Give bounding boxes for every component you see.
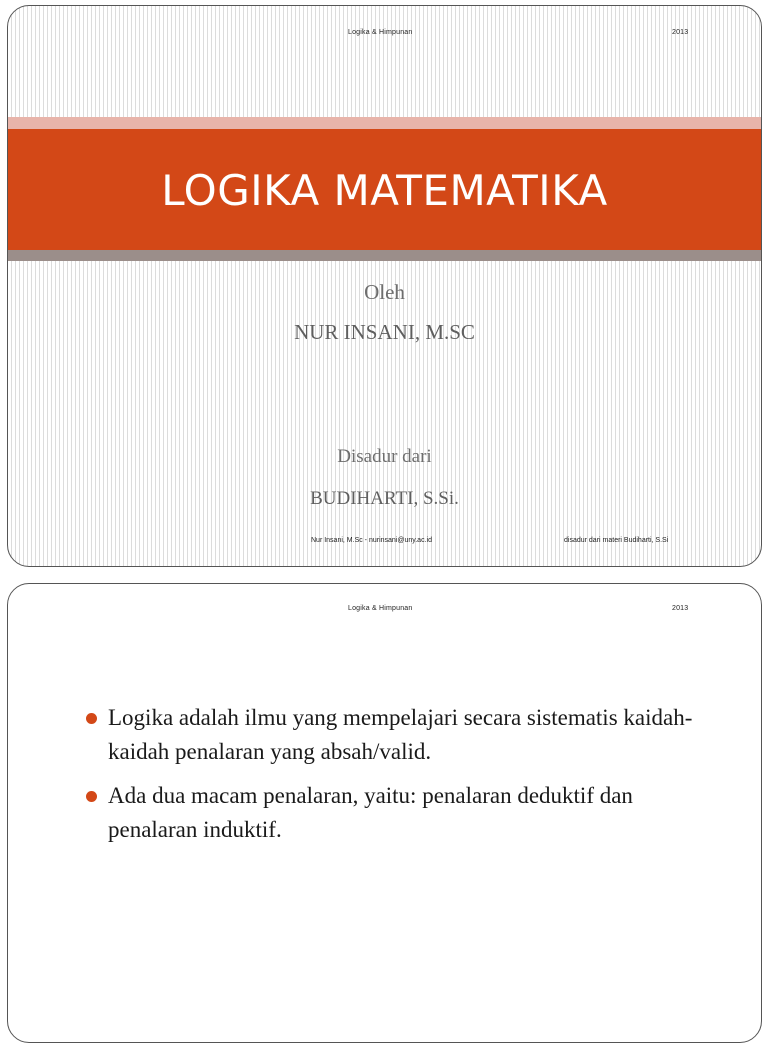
slide-header-year: 2013: [672, 29, 689, 36]
slide-title: LOGIKA MATEMATIKA: [161, 166, 608, 215]
bullet-text: Logika adalah ilmu yang mempelajari secara sistematis kaidah-kaidah penalaran yang absah/valid.: [108, 705, 693, 764]
bullet-list: [80, 701, 720, 857]
slide-1: [7, 5, 762, 567]
title-band-bottom-stripe: [8, 250, 761, 261]
adapted-from-label: Disadur dari: [337, 446, 432, 467]
slide-header-year: 2013: [672, 605, 689, 612]
bullet-item: [80, 779, 720, 847]
slide-footer-right: disadur dari materi Budiharti, S.Si: [564, 537, 669, 544]
bullet-dot-icon: [86, 713, 97, 724]
title-band-top-stripe: [8, 117, 761, 129]
bullet-dot-icon: [86, 791, 97, 802]
slide-header-title: Logika & Himpunan: [348, 29, 413, 36]
slide-header-title: Logika & Himpunan: [348, 605, 413, 612]
author-name: NUR INSANI, M.SC: [294, 320, 475, 344]
source-author-name: BUDIHARTI, S.Si.: [310, 488, 459, 509]
by-label: Oleh: [364, 280, 405, 304]
slide-footer-left: Nur Insani, M.Sc - nurinsani@uny.ac.id: [311, 537, 432, 544]
bullet-item: [80, 701, 720, 769]
slide-2: [7, 583, 762, 1043]
bullet-text: Ada dua macam penalaran, yaitu: penalaran deduktif dan penalaran induktif.: [108, 783, 633, 842]
